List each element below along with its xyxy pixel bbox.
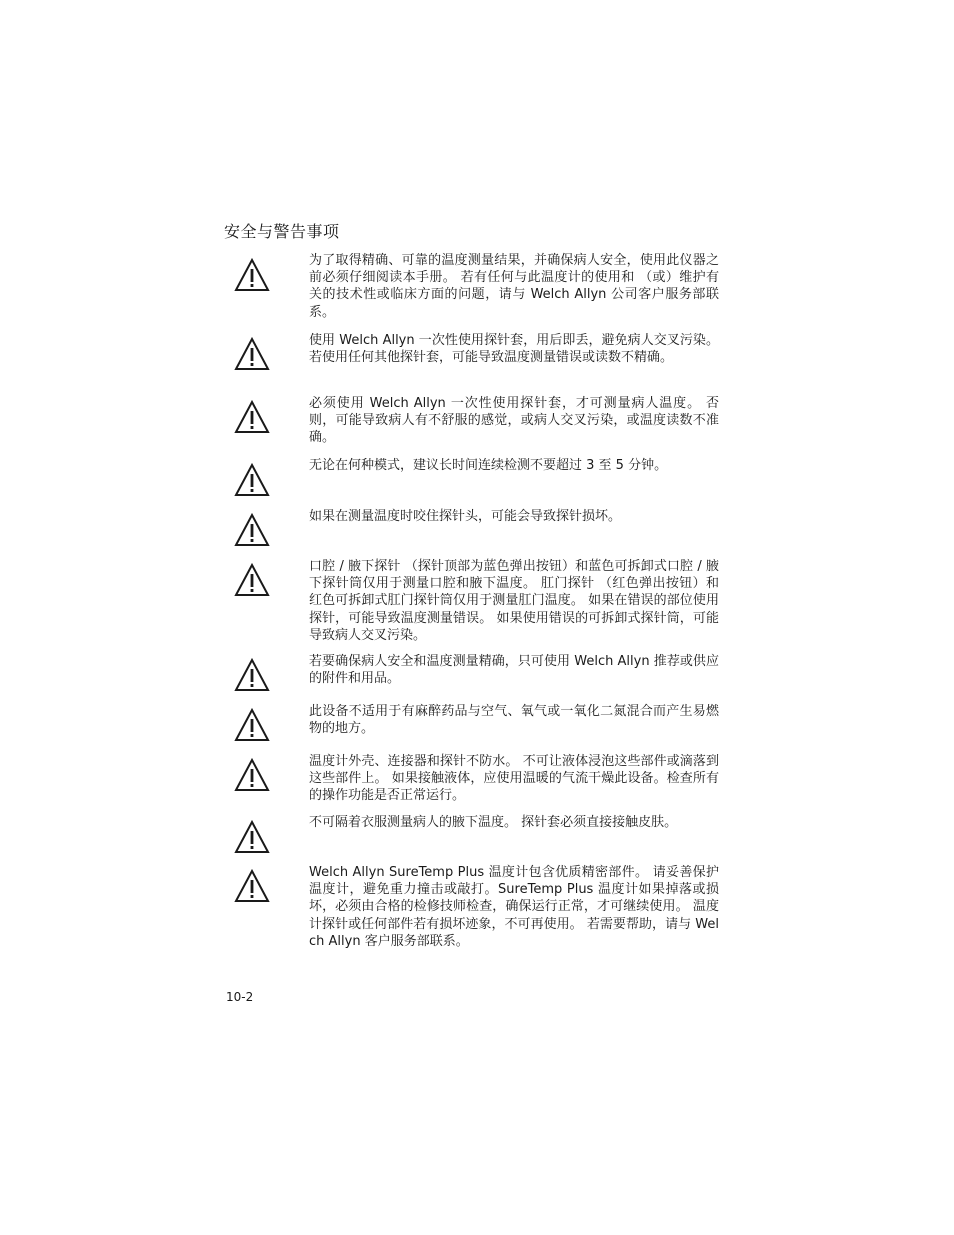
warning-text-7: 若要确保病人安全和温度测量精确，只可使用 Welch Allyn 推荐或供应的附件和用品。: [309, 654, 719, 687]
warning-triangle-icon: [234, 658, 270, 692]
warning-triangle-icon: [234, 337, 270, 371]
warning-triangle-icon: [234, 758, 270, 792]
warning-triangle-icon: [234, 869, 270, 903]
warning-text-5: 如果在测量温度时咬住探针头，可能会导致探针损坏。: [309, 509, 622, 524]
warning-text-3: 必须使用 Welch Allyn 一次性使用探针套，才可测量病人温度。 否则，可能导致病人有不舒服的感觉，或病人交叉污染，或温度读数不准确。: [309, 396, 719, 446]
warning-text-11: Welch Allyn SureTemp Plus 温度计包含优质精密部件。 请妥善保护温度计，避免重力撞击或敲打。SureTemp Plus 温度计如果掉落或损坏，必须由合格的检修技师检查，确保运行正常，才可继续使用。 温度计探针或任何部件若有损坏迹象，不可再使用。 若需要帮助，请与 Welch Allyn 客户服务部联系。: [309, 865, 719, 949]
warning-text-2: 使用 Welch Allyn 一次性使用探针套，用后即丢，避免病人交叉污染。若使用任何其他探针套，可能导致温度测量错误或读数不精确。: [309, 333, 719, 366]
warning-triangle-icon: [234, 563, 270, 597]
warning-triangle-icon: [234, 513, 270, 547]
page-title: 安全与警告事项: [224, 222, 340, 241]
warning-triangle-icon: [234, 400, 270, 434]
warning-text-6: 口腔 / 腋下探针 （探针顶部为蓝色弹出按钮）和蓝色可拆卸式口腔 / 腋下探针筒仅用于测量口腔和腋下温度。 肛门探针 （红色弹出按钮）和红色可拆卸式肛门探针筒仅用于测量肛门温度。 如果在错误的部位使用探针，可能导致温度测量错误。 如果使用错误的可拆卸式探针筒，可能导致病人交叉污染。: [309, 559, 719, 643]
page-number: 10-2: [226, 990, 254, 1004]
warning-text-4: 无论在何种模式，建议长时间连续检测不要超过 3 至 5 分钟。: [309, 458, 668, 473]
warning-triangle-icon: [234, 463, 270, 497]
warning-text-9: 温度计外壳、连接器和探针不防水。 不可让液体浸泡这些部件或滴落到这些部件上。 如果接触液体，应使用温暖的气流干燥此设备。检查所有的操作功能是否正常运行。: [309, 754, 719, 804]
warning-triangle-icon: [234, 708, 270, 742]
warning-text-10: 不可隔着衣服测量病人的腋下温度。 探针套必须直接接触皮肤。: [309, 815, 678, 830]
warning-triangle-icon: [234, 258, 270, 292]
warning-text-8: 此设备不适用于有麻醉药品与空气、氧气或一氧化二氮混合而产生易燃物的地方。: [309, 704, 719, 737]
warning-text-1: 为了取得精确、可靠的温度测量结果，并确保病人安全，使用此仪器之前必须仔细阅读本手册。 若有任何与此温度计的使用和 （或）维护有关的技术性或临床方面的问题，请与 Welch Allyn 公司客户服务部联系。: [309, 253, 719, 320]
warning-triangle-icon: [234, 820, 270, 854]
